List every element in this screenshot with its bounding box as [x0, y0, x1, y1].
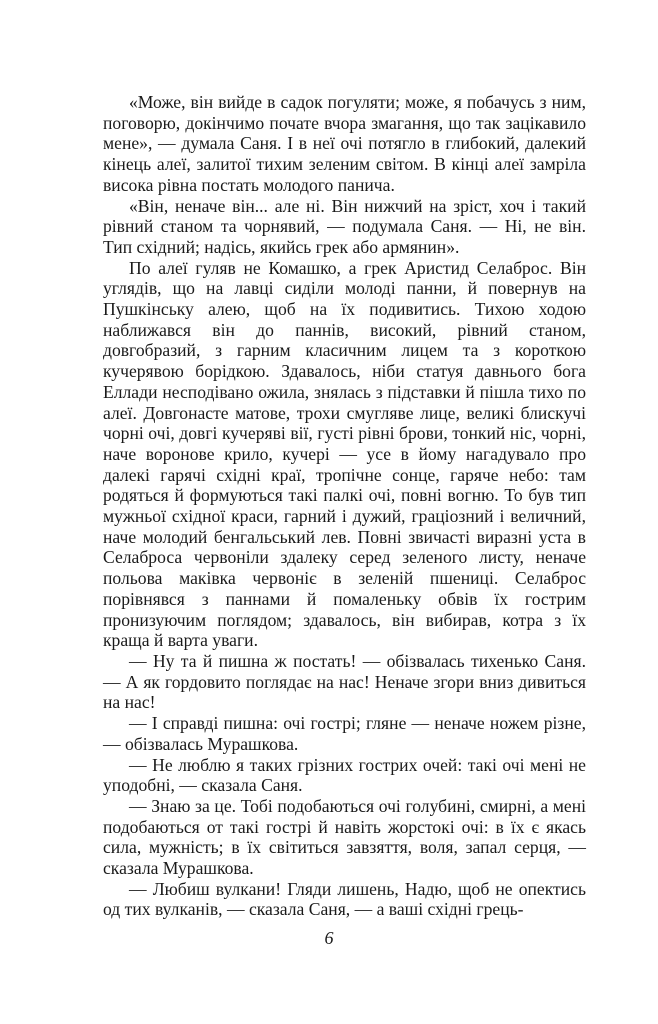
page-number: 6	[324, 928, 334, 948]
paragraph: — Не люблю я таких грізних гострих очей: такі очі мені не уподобні, — сказала Саня.	[103, 754, 586, 796]
paragraph: — Ну та й пишна ж постать! — обізвалась тихенько Саня. — А як гордовито поглядає на нас! Неначе згори вниз дивиться на нас!	[103, 650, 586, 713]
paragraph: «Може, він вийде в садок погуляти; може, я побачусь з ним, поговорю, докінчимо почате вчора змагання, що так зацікавило мене», — думала Саня. І в неї очі потягло в глибокий, далекий кінець алеї, залитої тихим зеленим світом. В кінці алеї замріла висока рівна постать молодого панича.	[103, 92, 586, 195]
paragraph: — Знаю за це. Тобі подобаються очі голубині, смирні, а мені подобаються от такі гострі й навіть жорстокі очі: в їх є якась сила, мужність; в їх світиться завзяття, воля, запал серця, — сказала Мурашкова.	[103, 795, 586, 879]
paragraph: «Він, неначе він... але ні. Він нижчий на зріст, хоч і такий рівний станом та чорнявий, — подумала Саня. — Ні, не він. Тип східний; надісь, якийсь грек або армянин».	[103, 195, 586, 257]
paragraph: — І справді пишна: очі гострі; гляне — неначе ножем різне, — обізвалась Мурашкова.	[103, 713, 586, 754]
paragraph: По алеї гуляв не Комашко, а грек Аристид Селаброс. Він углядів, що на лавці сиділи молоді панни, й повернув на Пушкінську алею, щоб на їх подивитись. Тихою ходою наближався він до паннів, високий, рівний станом, довгобразий, з гарним класичним лицем та з короткою кучерявою борідкою. Здавалось, ніби статуя давнього бога Еллади несподівано ожила, знялась з підставки й пішла тихо по алеї. Довгонасте матове, трохи смугляве лице, великі блискучі чорні очі, довгі кучеряві вії, густі рівні брови, тонкий ніс, чорні, наче воронове крило, кучері — усе в йому нагадувало про далекі гарячі східні краї, тропічне сонце, гаряче небо: там родяться й формуються такі палкі очі, повні вогню. То був тип мужньої східної краси, гарний і дужий, граціозний і величний, наче молодий бенгальський лев. Повні звичасті виразні уста в Селаброса червоніли здалеку серед зеленого листу, неначе польова маківка червоніє в зеленій пшениці. Селаброс порівнявся з паннами й помаленьку обвів їх гострим пронизуючим поглядом; здавалось, він вибирав, котра з їх краща й варта уваги.	[103, 257, 586, 651]
body-text	[103, 92, 586, 920]
paragraph: — Любиш вулкани! Гляди лишень, Надю, щоб не опектись од тих вулканів, — сказала Саня, — а ваші східні грець-	[103, 878, 586, 920]
